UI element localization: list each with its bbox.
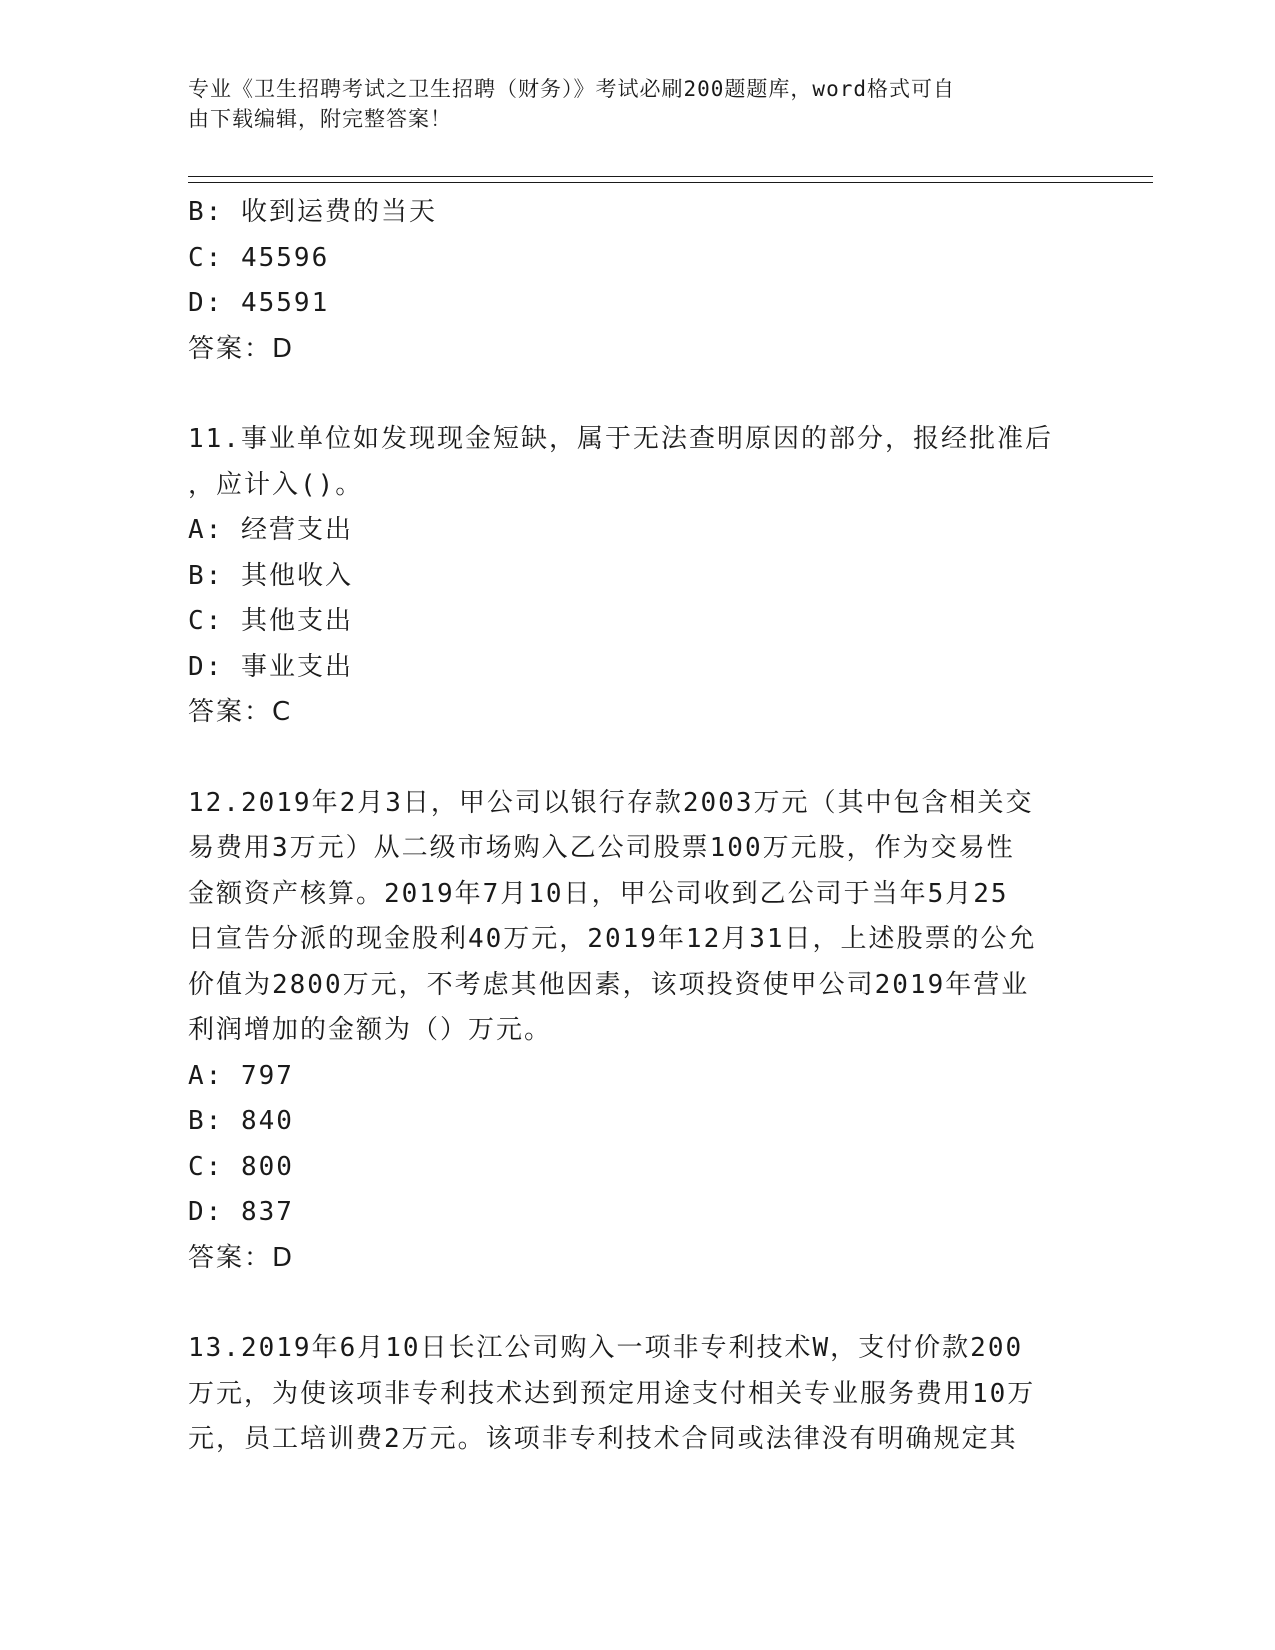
- question-text-line: 12.2019年2月3日，甲公司以银行存款2003万元（其中包含相关交: [188, 787, 1034, 818]
- option-d: D: 837: [188, 1197, 294, 1227]
- answer-label: 答案：C: [188, 697, 293, 727]
- question-spacer: [188, 736, 1088, 781]
- option-b: B: 其他收入: [188, 560, 353, 591]
- question-text-line: 利润增加的金额为（）万元。: [188, 1015, 553, 1045]
- option-b: B: 840: [188, 1106, 294, 1136]
- option-a: A: 经营支出: [188, 515, 353, 545]
- option-d: D: 事业支出: [188, 651, 353, 682]
- option-d: D: 45591: [188, 288, 330, 318]
- answer-label: 答案：D: [188, 1242, 295, 1273]
- option-a: A: 797: [188, 1060, 294, 1091]
- question-spacer: [188, 372, 1088, 417]
- question-text-line: 易费用3万元）从二级市场购入乙公司股票100万元股，作为交易性: [188, 833, 1015, 863]
- header-title-line-2: 由下载编辑，附完整答案！: [188, 107, 452, 131]
- question-content: [188, 190, 1088, 1463]
- document-header: [188, 74, 1068, 134]
- question-13: [188, 1326, 1088, 1463]
- question-text-line: 13.2019年6月10日长江公司购入一项非专利技术W，支付价款200: [188, 1333, 1024, 1363]
- question-11: [188, 417, 1088, 736]
- question-12: [188, 781, 1088, 1282]
- question-text-line: 价值为2800万元，不考虑其他因素，该项投资使甲公司2019年营业: [188, 969, 1030, 1000]
- option-c: C: 45596: [188, 242, 330, 273]
- question-text-line: 元，员工培训费2万元。该项非专利技术合同或法律没有明确规定其: [188, 1424, 1018, 1454]
- option-b: B: 收到运费的当天: [188, 197, 437, 227]
- answer-label: 答案：D: [188, 333, 295, 364]
- question-text-line: ，应计入()。: [188, 469, 364, 500]
- question-text-line: 11.事业单位如发现现金短缺，属于无法查明原因的部分，报经批准后: [188, 424, 1053, 454]
- option-c: C: 其他支出: [188, 606, 353, 636]
- header-title-line-1: 专业《卫生招聘考试之卫生招聘（财务）》考试必刷200题题库，word格式可自: [188, 77, 955, 101]
- header-divider: [188, 176, 1153, 183]
- question-10-tail: [188, 190, 1088, 372]
- question-text-line: 日宣告分派的现金股利40万元，2019年12月31日，上述股票的公允: [188, 924, 1037, 954]
- option-c: C: 800: [188, 1151, 294, 1182]
- question-spacer: [188, 1281, 1088, 1326]
- question-text-line: 万元，为使该项非专利技术达到预定用途支付相关专业服务费用10万: [188, 1378, 1036, 1409]
- question-text-line: 金额资产核算。2019年7月10日，甲公司收到乙公司于当年5月25: [188, 878, 1009, 909]
